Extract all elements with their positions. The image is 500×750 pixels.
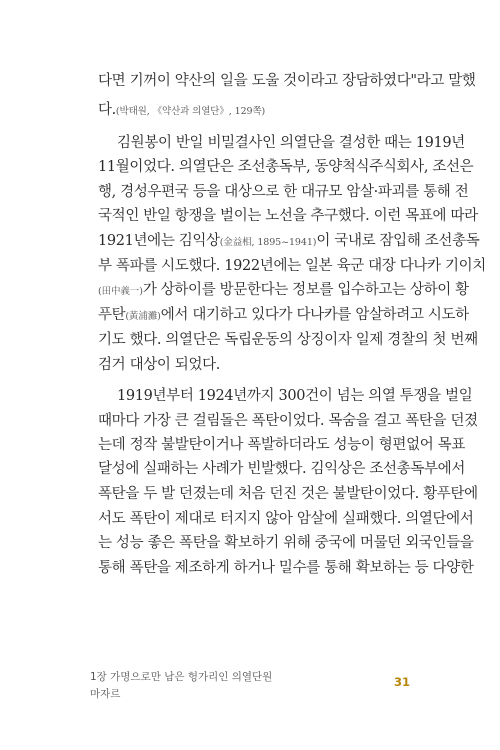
text-run: 에서 대기하고 있다가 다나카를 암살하려고 시도하	[160, 307, 469, 323]
page-number: 31	[394, 675, 411, 689]
text-run: 기도 했다. 의열단은 독립운동의 상징이자 일제 경찰의 첫 번째	[98, 332, 478, 348]
text-run: 국적인 반일 항쟁을 벌이는 노선을 추구했다. 이런 목표에 따라	[98, 208, 478, 224]
text-line	[98, 182, 469, 202]
text-run: 11월이었다. 의열단은 조선총독부, 동양척식주식회사, 조선은	[98, 159, 474, 175]
text-line	[98, 280, 469, 302]
section-title: 마자르	[90, 688, 121, 700]
text-line	[98, 435, 465, 455]
text-run: 다면 기꺼이 약산의 일을 도울 것이라고 장담하였다"라고 말했	[98, 73, 476, 89]
annotation: (金益相, 1895~1941)	[219, 237, 317, 248]
text-run: 는데 정작 불발탄이거나 폭발하더라도 성능이 형편없어 목표	[98, 437, 465, 453]
text-run: 는 성능 좋은 폭탄을 확보하기 위해 중국에 머물던 외국인들을	[98, 535, 474, 551]
text-line	[98, 484, 478, 504]
annotation: (박태원, 《약산과 의열단》, 129쪽)	[115, 106, 266, 117]
chapter-title: 1장 가명으로만 남은 헝가리인 의열단원	[90, 671, 273, 683]
text-line	[98, 355, 446, 375]
annotation: (黃浦灘)	[125, 311, 161, 322]
text-run: 때마다 가장 큰 걸림돌은 폭탄이었다. 목숨을 걸고 폭탄을 던졌	[98, 413, 478, 429]
annotation: (田中義一)	[98, 286, 143, 297]
text-line	[98, 509, 474, 529]
text-line	[98, 256, 486, 276]
text-line	[98, 305, 469, 327]
text-line	[98, 533, 474, 553]
text-run: 통해 폭탄을 제조하게 하거나 밀수를 통해 확보하는 등 다양한	[98, 560, 474, 576]
text-line	[98, 206, 478, 226]
text-run: 1921년에는 김익상	[98, 233, 220, 249]
text-line	[98, 231, 480, 253]
text-line	[98, 558, 474, 578]
text-line	[117, 386, 473, 406]
text-line	[98, 100, 446, 122]
text-line	[98, 157, 474, 177]
text-line	[98, 71, 476, 91]
text-line	[98, 459, 465, 479]
text-run: 행, 경성우편국 등을 대상으로 한 대규모 암살·파괴를 통해 전	[98, 184, 469, 200]
text-run: 폭탄을 두 발 던졌는데 처음 던진 것은 불발탄이었다. 황푸탄에	[98, 486, 478, 502]
text-run: 검거 대상이 되었다.	[98, 357, 221, 373]
text-run: 이 국내로 잠입해 조선총독	[316, 233, 480, 249]
text-run: 서도 폭탄이 제대로 터지지 않아 암살에 실패했다. 의열단에서	[98, 511, 474, 527]
text-run: 1919년부터 1924년까지 300건이 넘는 의열 투쟁을 벌일	[117, 388, 473, 404]
text-line	[117, 133, 465, 153]
text-line	[98, 411, 478, 431]
text-run: 김원봉이 반일 비밀결사인 의열단을 결성한 때는 1919년	[117, 135, 465, 151]
text-run: 달성에 실패하는 사례가 빈발했다. 김익상은 조선총독부에서	[98, 461, 465, 477]
text-line	[98, 330, 478, 350]
text-run: 다.	[98, 102, 116, 118]
text-run: 가 상하이를 방문한다는 정보를 입수하고는 상하이 황	[142, 282, 469, 298]
text-run: 푸탄	[98, 307, 126, 323]
text-run: 부 폭파를 시도했다. 1922년에는 일본 육군 대장 다나카 기이치	[98, 258, 486, 274]
